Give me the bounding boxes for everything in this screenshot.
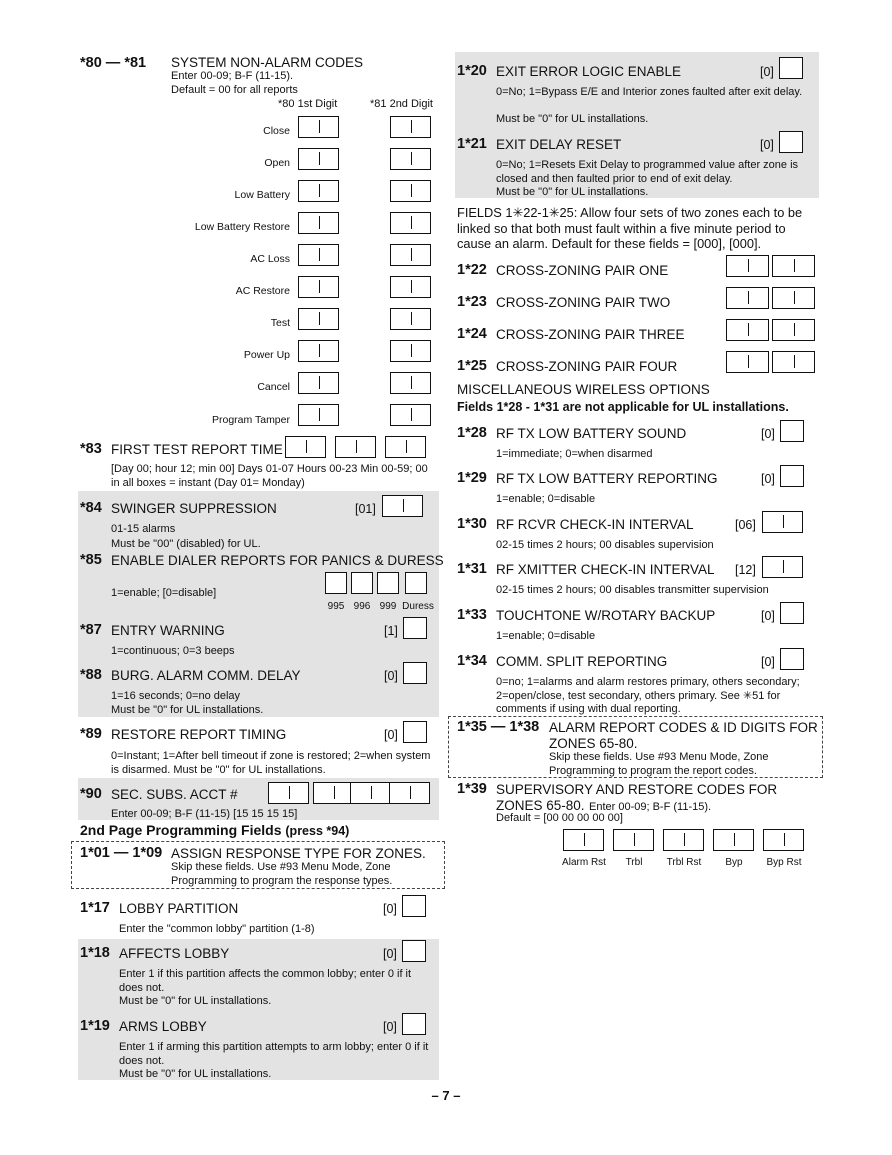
description-133: 1=enable; 0=disable — [496, 630, 596, 642]
description-135-line1: Skip these fields. Use #93 Menu Mode, Zone — [549, 751, 769, 763]
section-title-burg-alarm-delay: BURG. ALARM COMM. DELAY — [111, 668, 301, 683]
entry-box-cancel-1st[interactable] — [298, 372, 339, 394]
row-label-close: Close — [263, 125, 290, 137]
entry-box-88[interactable] — [403, 662, 427, 684]
entry-box-open-1st[interactable] — [298, 148, 339, 170]
row-label-open: Open — [264, 157, 290, 169]
entry-box-cancel-2nd[interactable] — [390, 372, 431, 394]
section-number-131: 1*31 — [457, 561, 487, 577]
default-133: [0] — [761, 609, 775, 623]
entry-box-83-min[interactable] — [385, 436, 426, 458]
page-2-heading — [80, 822, 349, 838]
entry-box-117[interactable] — [402, 895, 426, 917]
description-85: 1=enable; [0=disable] — [111, 587, 217, 599]
fields-122-125-description: FIELDS 1✳22-1✳25: Allow four sets of two zones each to be linked so that both must fault within a five minute period to cause an alarm. Default for these fields = [000], [000]. — [457, 205, 803, 251]
entry-box-90-1[interactable] — [268, 782, 309, 804]
section-title-cross-zoning-three: CROSS-ZONING PAIR THREE — [496, 327, 685, 342]
entry-box-121[interactable] — [779, 131, 803, 153]
description-89: 0=Instant; 1=After bell timeout if zone is restored; 2=when system is disarmed. Must be "0" for UL installations. — [111, 750, 431, 776]
description-129: 1=enable; 0=disable — [496, 493, 596, 505]
description-121-line2: Must be "0" for UL installations. — [496, 186, 649, 198]
caption-alarm-rst: Alarm Rst — [562, 857, 606, 868]
default-118: [0] — [383, 947, 397, 961]
row-label-test: Test — [270, 317, 290, 329]
section-number-101-109: 1*01 — 1*09 — [80, 845, 163, 861]
description-118-line2: Must be "0" for UL installations. — [119, 995, 272, 1007]
column-header-1st-digit: *80 1st Digit — [278, 98, 338, 110]
row-label-ac-loss: AC Loss — [250, 253, 290, 265]
entry-box-120[interactable] — [779, 57, 803, 79]
description-119-line2: Must be "0" for UL installations. — [119, 1068, 272, 1080]
column-header-2nd-digit: *81 2nd Digit — [370, 98, 433, 110]
section-number-134: 1*34 — [457, 653, 487, 669]
section-number-139: 1*39 — [457, 781, 487, 797]
entry-box-low-battery-1st[interactable] — [298, 180, 339, 202]
entry-box-90-4[interactable] — [389, 782, 430, 804]
caption-duress: Duress — [402, 601, 434, 612]
page-2-press-note: (press *94) — [285, 824, 350, 838]
entry-box-139-alarm-rst[interactable] — [563, 829, 604, 851]
description-120-line2: Must be "0" for UL installations. — [496, 113, 649, 125]
entry-box-low-battery-restore-1st[interactable] — [298, 212, 339, 234]
entry-box-125-zone-a[interactable] — [726, 351, 769, 373]
entry-box-118[interactable] — [402, 940, 426, 962]
description-131: 02-15 times 2 hours; 00 disables transmitter supervision — [496, 584, 769, 596]
entry-box-128[interactable] — [780, 420, 804, 442]
default-119: [0] — [383, 1020, 397, 1034]
entry-box-125-zone-b[interactable] — [772, 351, 815, 373]
section-number-122: 1*22 — [457, 262, 487, 278]
default-139: Default = [00 00 00 00 00] — [496, 812, 623, 824]
entry-box-131[interactable] — [762, 556, 803, 578]
row-label-ac-restore: AC Restore — [235, 285, 290, 297]
section-title-rf-tx-low-battery-sound: RF TX LOW BATTERY SOUND — [496, 426, 687, 441]
note-default: Default = 00 for all reports — [171, 84, 298, 96]
entry-box-low-battery-2nd[interactable] — [390, 180, 431, 202]
description-117: Enter the "common lobby" partition (1-8) — [119, 923, 315, 935]
description-135-line2: Programming to program the report codes. — [549, 765, 757, 777]
entry-box-89[interactable] — [403, 721, 427, 743]
entry-box-124-zone-a[interactable] — [726, 319, 769, 341]
section-number-125: 1*25 — [457, 358, 487, 374]
caption-byp-rst: Byp Rst — [766, 857, 802, 868]
entry-box-90-3[interactable] — [350, 782, 391, 804]
entry-box-close-1st[interactable] — [298, 116, 339, 138]
misc-wireless-ul-note: Fields 1*28 - 1*31 are not applicable for UL installations. — [457, 400, 789, 414]
section-title-rf-xmitter-check-in: RF XMITTER CHECK-IN INTERVAL — [496, 562, 715, 577]
description-88-line2: Must be "0" for UL installations. — [111, 704, 264, 716]
description-119: Enter 1 if arming this partition attempts to arm lobby; enter 0 if it does not. — [119, 1041, 429, 1067]
section-title-supervisory-restore-line2: ZONES 65-80. — [496, 798, 585, 813]
entry-box-83-day[interactable] — [285, 436, 326, 458]
entry-box-133[interactable] — [780, 602, 804, 624]
section-title-cross-zoning-four: CROSS-ZONING PAIR FOUR — [496, 359, 678, 374]
section-number-130: 1*30 — [457, 516, 487, 532]
section-title-first-test-report: FIRST TEST REPORT TIME — [111, 442, 283, 457]
section-title-restore-report-timing: RESTORE REPORT TIMING — [111, 727, 287, 742]
default-89: [0] — [384, 728, 398, 742]
default-130: [06] — [735, 518, 756, 532]
section-number-118: 1*18 — [80, 945, 110, 961]
section-title-affects-lobby: AFFECTS LOBBY — [119, 946, 230, 961]
section-title-comm-split-reporting: COMM. SPLIT REPORTING — [496, 654, 668, 669]
section-title-alarm-report-codes-line2: ZONES 65-80. — [549, 736, 638, 751]
caption-trbl: Trbl — [625, 857, 643, 868]
section-number-89: *89 — [80, 726, 102, 742]
section-title-non-alarm-codes: SYSTEM NON-ALARM CODES — [171, 55, 364, 70]
section-number-83: *83 — [80, 441, 102, 457]
caption-trbl-rst: Trbl Rst — [666, 857, 702, 868]
entry-box-test-1st[interactable] — [298, 308, 339, 330]
caption-byp: Byp — [725, 857, 743, 868]
section-number-124: 1*24 — [457, 326, 487, 342]
entry-box-program-tamper-2nd[interactable] — [390, 404, 431, 426]
section-title-lobby-partition: LOBBY PARTITION — [119, 901, 239, 916]
description-134: 0=no; 1=alarms and alarm restores primary, others secondary; 2=open/close, test secondary, others primary. See ✳51 for comments if using with dual reporting. — [496, 676, 800, 715]
description-130: 02-15 times 2 hours; 00 disables supervision — [496, 539, 714, 551]
entry-box-130[interactable] — [762, 511, 803, 533]
entry-box-84[interactable] — [382, 495, 423, 517]
section-number-80-81: *80 — *81 — [80, 55, 147, 71]
row-label-program-tamper: Program Tamper — [211, 414, 290, 426]
misc-wireless-heading: MISCELLANEOUS WIRELESS OPTIONS — [457, 382, 710, 397]
section-number-128: 1*28 — [457, 425, 487, 441]
entry-box-122-zone-a[interactable] — [726, 255, 769, 277]
section-title-touchtone-rotary: TOUCHTONE W/ROTARY BACKUP — [496, 608, 716, 623]
entry-box-close-2nd[interactable] — [390, 116, 431, 138]
description-101-line1: Skip these fields. Use #93 Menu Mode, Zone — [171, 861, 391, 873]
section-number-85: *85 — [80, 552, 102, 568]
default-120: [0] — [760, 65, 774, 79]
entry-box-123-zone-a[interactable] — [726, 287, 769, 309]
page-number: – 7 – — [431, 1088, 461, 1103]
page-2-title: 2nd Page Programming Fields — [80, 822, 282, 838]
caption-996: 996 — [353, 601, 371, 612]
description-128: 1=immediate; 0=when disarmed — [496, 448, 653, 460]
row-label-low-battery: Low Battery — [234, 189, 290, 201]
section-number-119: 1*19 — [80, 1018, 110, 1034]
section-title-alarm-report-codes: ALARM REPORT CODES & ID DIGITS FOR — [549, 720, 818, 735]
description-88-line1: 1=16 seconds; 0=no delay — [111, 690, 241, 702]
note-139-enter: Enter 00-09; B-F (11-15). — [589, 801, 712, 813]
section-title-cross-zoning-two: CROSS-ZONING PAIR TWO — [496, 295, 671, 310]
row-label-low-battery-restore: Low Battery Restore — [194, 221, 290, 233]
row-label-cancel: Cancel — [257, 381, 290, 393]
entry-box-139-byp[interactable] — [713, 829, 754, 851]
description-90: Enter 00-09; B-F (11-15) [15 15 15 15] — [111, 808, 298, 820]
entry-box-134[interactable] — [780, 648, 804, 670]
section-number-87: *87 — [80, 622, 102, 638]
entry-box-85-duress[interactable] — [405, 572, 427, 594]
entry-box-85-999[interactable] — [377, 572, 399, 594]
entry-box-ac-loss-2nd[interactable] — [390, 244, 431, 266]
entry-box-90-2[interactable] — [313, 782, 354, 804]
entry-box-123-zone-b[interactable] — [772, 287, 815, 309]
entry-box-83-hour[interactable] — [335, 436, 376, 458]
entry-box-test-2nd[interactable] — [390, 308, 431, 330]
entry-box-129[interactable] — [780, 465, 804, 487]
entry-box-119[interactable] — [402, 1013, 426, 1035]
default-88: [0] — [384, 669, 398, 683]
default-87: [1] — [384, 624, 398, 638]
section-title-enable-dialer-reports: ENABLE DIALER REPORTS FOR PANICS & DURESS — [111, 553, 444, 568]
default-117: [0] — [383, 902, 397, 916]
entry-box-124-zone-b[interactable] — [772, 319, 815, 341]
section-title-supervisory-restore: SUPERVISORY AND RESTORE CODES FOR — [496, 782, 778, 797]
entry-box-power-up-1st[interactable] — [298, 340, 339, 362]
default-131: [12] — [735, 563, 756, 577]
section-title-entry-warning: ENTRY WARNING — [111, 623, 225, 638]
entry-box-low-battery-restore-2nd[interactable] — [390, 212, 431, 234]
section-number-133: 1*33 — [457, 607, 487, 623]
section-number-84: *84 — [80, 500, 102, 516]
default-121: [0] — [760, 138, 774, 152]
description-84-line1: 01-15 alarms — [111, 523, 176, 535]
description-101-line2: Programming to program the response types. — [171, 875, 393, 887]
section-number-121: 1*21 — [457, 136, 487, 152]
section-title-sec-subs-acct: SEC. SUBS. ACCT # — [111, 787, 238, 802]
section-title-cross-zoning-one: CROSS-ZONING PAIR ONE — [496, 263, 669, 278]
section-number-117: 1*17 — [80, 900, 110, 916]
section-title-arms-lobby: ARMS LOBBY — [119, 1019, 207, 1034]
description-121: 0=No; 1=Resets Exit Delay to programmed value after zone is closed and then faulted prior to end of exit delay. — [496, 159, 799, 185]
section-number-135-138: 1*35 — 1*38 — [457, 719, 540, 735]
entry-box-open-2nd[interactable] — [390, 148, 431, 170]
description-87: 1=continuous; 0=3 beeps — [111, 645, 235, 657]
section-title-swinger-suppression: SWINGER SUPPRESSION — [111, 501, 277, 516]
entry-box-139-trbl[interactable] — [613, 829, 654, 851]
section-number-88: *88 — [80, 667, 102, 683]
entry-box-85-995[interactable] — [325, 572, 347, 594]
description-83: [Day 00; hour 12; min 00] Days 01-07 Hours 00-23 Min 00-59; 00 in all boxes = instant (Day 01= Monday) — [111, 463, 428, 489]
section-title-rf-tx-low-battery-reporting: RF TX LOW BATTERY REPORTING — [496, 471, 718, 486]
entry-box-139-trbl-rst[interactable] — [663, 829, 704, 851]
section-number-123: 1*23 — [457, 294, 487, 310]
entry-box-program-tamper-1st[interactable] — [298, 404, 339, 426]
section-number-120: 1*20 — [457, 63, 487, 79]
section-title-exit-delay-reset: EXIT DELAY RESET — [496, 137, 622, 152]
entry-box-85-996[interactable] — [351, 572, 373, 594]
entry-box-ac-loss-1st[interactable] — [298, 244, 339, 266]
description-118: Enter 1 if this partition affects the common lobby; enter 0 if it does not. — [119, 968, 412, 994]
entry-box-ac-restore-2nd[interactable] — [390, 276, 431, 298]
default-129: [0] — [761, 472, 775, 486]
entry-box-power-up-2nd[interactable] — [390, 340, 431, 362]
entry-box-ac-restore-1st[interactable] — [298, 276, 339, 298]
description-120: 0=No; 1=Bypass E/E and Interior zones faulted after exit delay. — [496, 86, 803, 98]
row-label-power-up: Power Up — [243, 349, 290, 361]
default-128: [0] — [761, 427, 775, 441]
entry-box-139-byp-rst[interactable] — [763, 829, 804, 851]
section-title-exit-error-logic: EXIT ERROR LOGIC ENABLE — [496, 64, 682, 79]
default-84: [01] — [355, 502, 376, 516]
entry-box-122-zone-b[interactable] — [772, 255, 815, 277]
section-number-129: 1*29 — [457, 470, 487, 486]
note-enter-codes: Enter 00-09; B-F (11-15). — [171, 70, 294, 82]
description-84-line2: Must be "00" (disabled) for UL. — [111, 538, 261, 550]
entry-box-87[interactable] — [403, 617, 427, 639]
caption-999: 999 — [379, 601, 397, 612]
section-number-90: *90 — [80, 786, 102, 802]
caption-995: 995 — [327, 601, 345, 612]
section-title-assign-response: ASSIGN RESPONSE TYPE FOR ZONES. — [171, 846, 426, 861]
section-title-rf-rcvr-check-in: RF RCVR CHECK-IN INTERVAL — [496, 517, 694, 532]
default-134: [0] — [761, 655, 775, 669]
